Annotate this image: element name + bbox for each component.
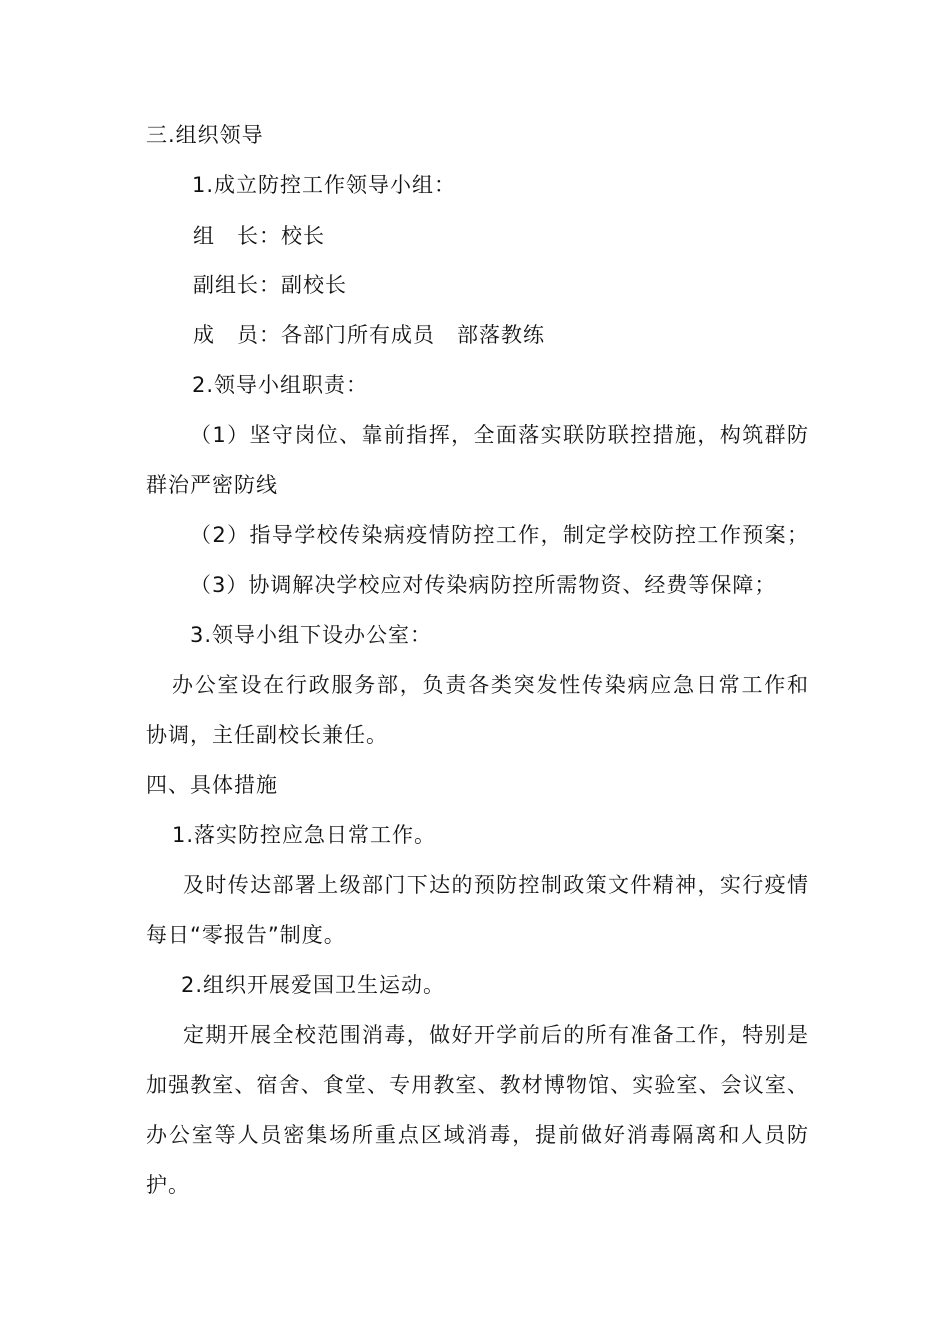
measure-2-text-line-3: 办公室等人员密集场所重点区域消毒，提前做好消毒隔离和人员防 [146,1123,808,1147]
duty-2: （2）指导学校传染病疫情防控工作，制定学校防控工作预案； [190,523,808,547]
measure-2-text-line-1: 定期开展全校范围消毒，做好开学前后的所有准备工作，特别是 [183,1023,808,1047]
duty-1-line-2: 群治严密防线 [146,473,278,497]
group-leader-line: 组 长：校长 [193,224,325,248]
item-office-setup: 3.领导小组下设办公室： [190,623,433,647]
duty-3: （3）协调解决学校应对传染病防控所需物资、经费等保障； [190,573,777,597]
measure-2-text-line-2: 加强教室、宿舍、食堂、专用教室、教材博物馆、实验室、会议室、 [146,1073,808,1097]
office-description-line-2: 协调，主任副校长兼任。 [146,723,388,747]
duty-1-line-1: （1）坚守岗位、靠前指挥，全面落实联防联控措施，构筑群防 [190,423,808,447]
measure-1-text-line-2: 每日“零报告”制度。 [146,923,346,947]
section-heading-measures: 四、具体措施 [146,773,278,797]
deputy-leader-line: 副组长：副校长 [193,273,347,297]
measure-2-heading: 2.组织开展爱国卫生运动。 [181,973,446,997]
members-line: 成 员：各部门所有成员 部落教练 [193,323,545,347]
measure-1-heading: 1.落实防控应急日常工作。 [172,823,437,847]
item-group-duties: 2.领导小组职责： [192,373,369,397]
office-description-line-1: 办公室设在行政服务部，负责各类突发性传染病应急日常工作和 [172,673,808,697]
section-heading-organization: 三.组织领导 [146,123,264,147]
measure-2-text-line-4: 护。 [146,1173,190,1197]
measure-1-text-line-1: 及时传达部署上级部门下达的预防控制政策文件精神，实行疫情 [183,873,808,897]
item-form-leading-group: 1.成立防控工作领导小组： [192,173,457,197]
